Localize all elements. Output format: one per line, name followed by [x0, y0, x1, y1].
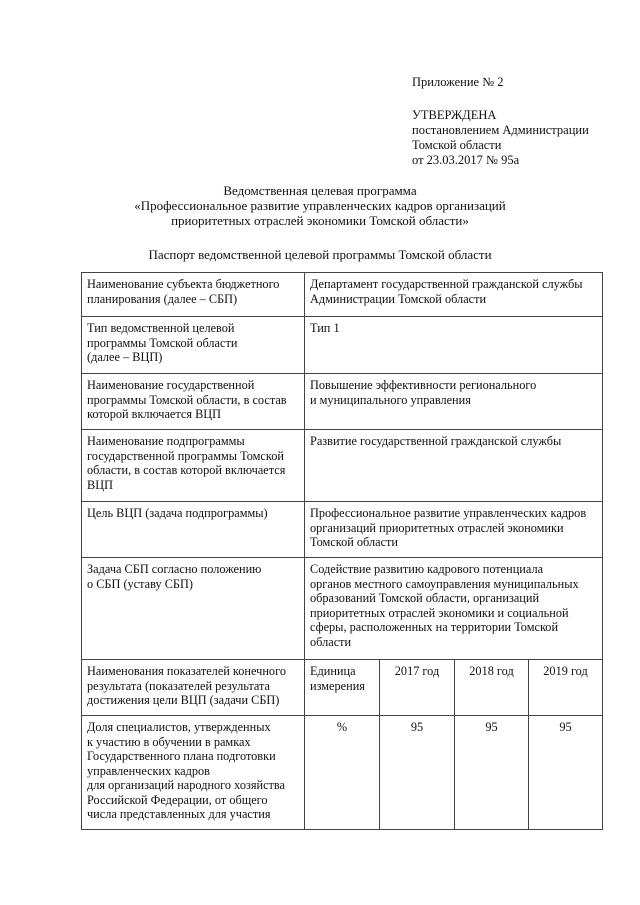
- table-row: [82, 273, 603, 317]
- indicator-value: 95: [529, 716, 603, 830]
- approval-stamp-block: [412, 108, 589, 168]
- program-title-line: приоритетных отраслей экономики Томской области»: [171, 213, 469, 228]
- table-row: [82, 558, 603, 660]
- passport-title: Паспорт ведомственной целевой программы Томской области: [148, 247, 492, 262]
- row-label: Цель ВЦП (задача подпрограммы): [82, 502, 305, 558]
- indicator-value: 95: [455, 716, 529, 830]
- unit-header: Единица измерения: [305, 660, 380, 716]
- row-value: Департамент государственной гражданской службы Администрации Томской области: [305, 273, 603, 317]
- program-title: [0, 183, 640, 228]
- approved-line: от 23.03.2017 № 95а: [412, 153, 520, 167]
- table-row: [82, 502, 603, 558]
- table-row: [82, 430, 603, 502]
- row-value: Тип 1: [305, 317, 603, 374]
- indicator-row: [82, 716, 603, 830]
- year-header: 2018 год: [455, 660, 529, 716]
- row-label: Наименование подпрограммы государственной программы Томской области, в состав которой включается ВЦП: [82, 430, 305, 502]
- table-row: [82, 317, 603, 374]
- row-value: Развитие государственной гражданской службы: [305, 430, 603, 502]
- row-label: Тип ведомственной целевой программы Томской области (далее – ВЦП): [82, 317, 305, 374]
- indicator-value: 95: [380, 716, 455, 830]
- indicator-name: Доля специалистов, утвержденных к участию в обучении в рамках Государственного плана подготовки управленческих кадров для организаций народного хозяйства Российской Федерации, от общего числа представленных для участия: [82, 716, 305, 830]
- indicator-unit: %: [305, 716, 380, 830]
- indicators-header-label: Наименования показателей конечного результата (показателей результата достижения цели ВЦП (задачи СБП): [82, 660, 305, 716]
- program-title-line: Ведомственная целевая программа: [223, 183, 417, 198]
- approved-line: постановлением Администрации: [412, 123, 589, 137]
- row-value: Повышение эффективности регионального и муниципального управления: [305, 374, 603, 430]
- row-value: Профессиональное развитие управленческих кадров организаций приоритетных отраслей экономики Томской области: [305, 502, 603, 558]
- row-label: Задача СБП согласно положению о СБП (уставу СБП): [82, 558, 305, 660]
- approved-line: УТВЕРЖДЕНА: [412, 108, 497, 122]
- row-label: Наименование государственной программы Томской области, в состав которой включается ВЦП: [82, 374, 305, 430]
- row-value: Содействие развитию кадрового потенциала органов местного самоуправления муниципальных образований Томской области, организаций приоритетных отраслей экономики и социальной сферы, расположенных на территории Томской области: [305, 558, 603, 660]
- table-row: [82, 374, 603, 430]
- approved-line: Томской области: [412, 138, 502, 152]
- year-header: 2017 год: [380, 660, 455, 716]
- program-title-line: «Профессиональное развитие управленческих кадров организаций: [134, 198, 506, 213]
- row-label: Наименование субъекта бюджетного планирования (далее – СБП): [82, 273, 305, 317]
- passport-table: [81, 272, 603, 830]
- appendix-number: Приложение № 2: [412, 75, 504, 89]
- year-header: 2019 год: [529, 660, 603, 716]
- indicators-header-row: [82, 660, 603, 716]
